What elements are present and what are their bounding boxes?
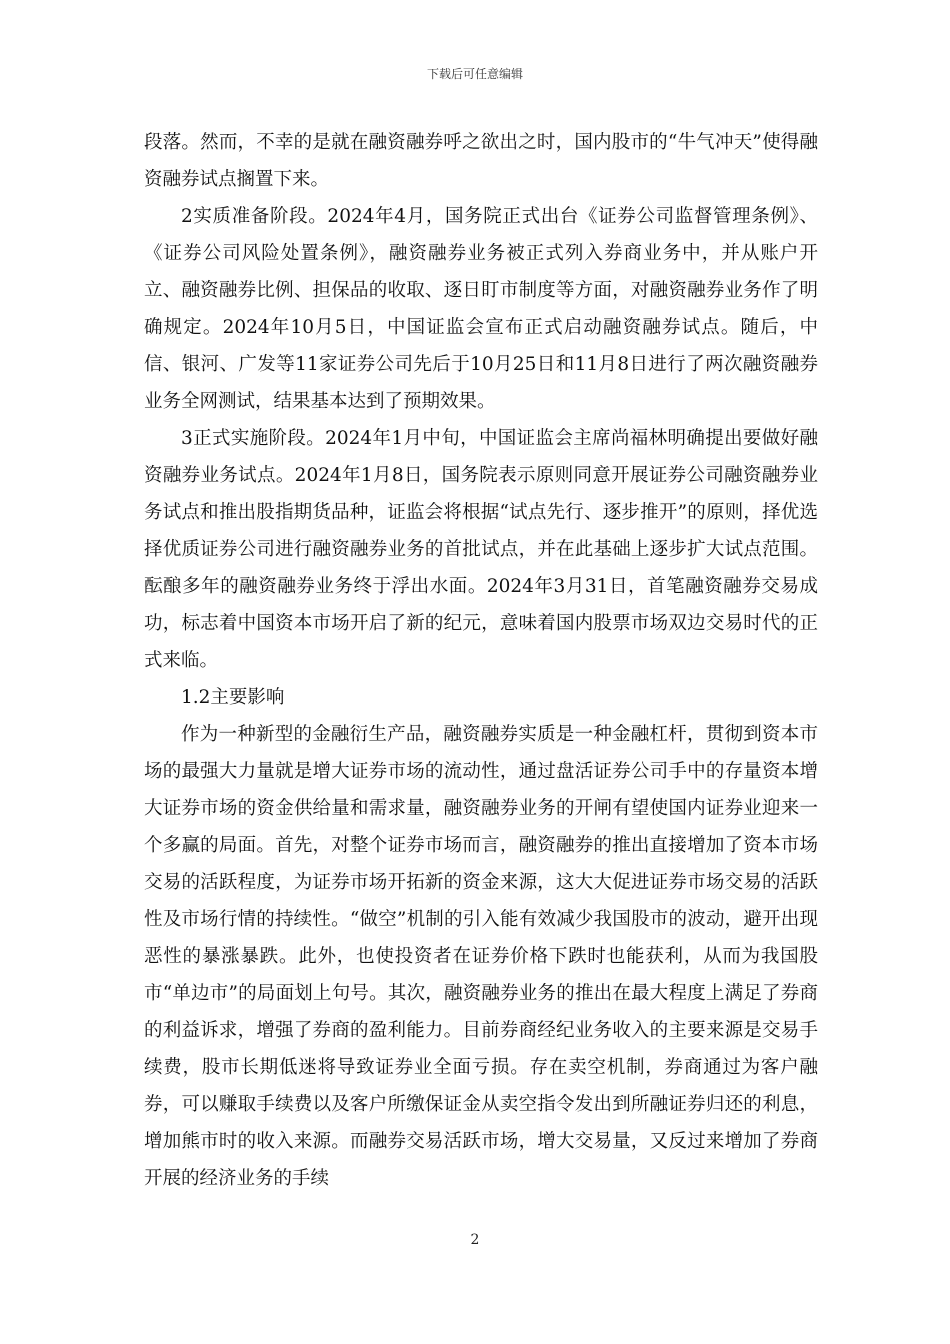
page-number: 2	[470, 1232, 480, 1248]
paragraph-stage-2: 2实质准备阶段。2024年4月，国务院正式出台《证券公司监督管理条例》、《证券公司风险处置条例》，融资融券业务被正式列入券商业务中，并从账户开立、融资融券比例、担保品的收取、逐日盯市制度等方面，对融资融券业务作了明确规定。2024年10月5日，中国证监会宣布正式启动融资融券试点。随后，中信、银河、广发等11家证券公司先后于10月25日和11月8日进行了两次融资融券业务全网测试，结果基本达到了预期效果。	[144, 206, 818, 412]
page-header: 下载后可任意编辑	[426, 67, 523, 81]
document-body	[144, 124, 818, 1197]
paragraph-main-impact: 作为一种新型的金融衍生产品，融资融券实质是一种金融杠杆，贯彻到资本市场的最强大力量就是增大证券市场的流动性，通过盘活证券公司手中的存量资本增大证券市场的资金供给量和需求量，融资融券业务的开闸有望使国内证券业迎来一个多赢的局面。首先，对整个证券市场而言，融资融券的推出直接增加了资本市场交易的活跃程度，为证券市场开拓新的资金来源，这大大促进证券市场交易的活跃性及市场行情的持续性。“做空”机制的引入能有效减少我国股市的波动，避开出现恶性的暴涨暴跌。此外，也使投资者在证券价格下跌时也能获利，从而为我国股市“单边市”的局面划上句号。其次，融资融券业务的推出在最大程度上满足了券商的利益诉求，增强了券商的盈利能力。目前券商经纪业务收入的主要来源是交易手续费，股市长期低迷将导致证券业全面亏损。存在卖空机制，券商通过为客户融券，可以赚取手续费以及客户所缴保证金从卖空指令发出到所融证券归还的利息，增加熊市时的收入来源。而融券交易活跃市场，增大交易量，又反过来增加了券商开展的经济业务的手续	[144, 724, 818, 1189]
paragraph-stage-3: 3正式实施阶段。2024年1月中旬，中国证监会主席尚福林明确提出要做好融资融券业务试点。2024年1月8日，国务院表示原则同意开展证券公司融资融券业务试点和推出股指期货品种，证监会将根据“试点先行、逐步推开”的原则，择优选择优质证券公司进行融资融券业务的首批试点，并在此基础上逐步扩大试点范围。酝酿多年的融资融券业务终于浮出水面。2024年3月31日，首笔融资融券交易成功，标志着中国资本市场开启了新的纪元，意味着国内股票市场双边交易时代的正式来临。	[144, 428, 818, 671]
paragraph-continuation: 段落。然而，不幸的是就在融资融券呼之欲出之时，国内股市的“牛气冲天”使得融资融券试点搁置下来。	[144, 132, 818, 190]
section-heading-1-2: 1.2主要影响	[181, 687, 285, 708]
